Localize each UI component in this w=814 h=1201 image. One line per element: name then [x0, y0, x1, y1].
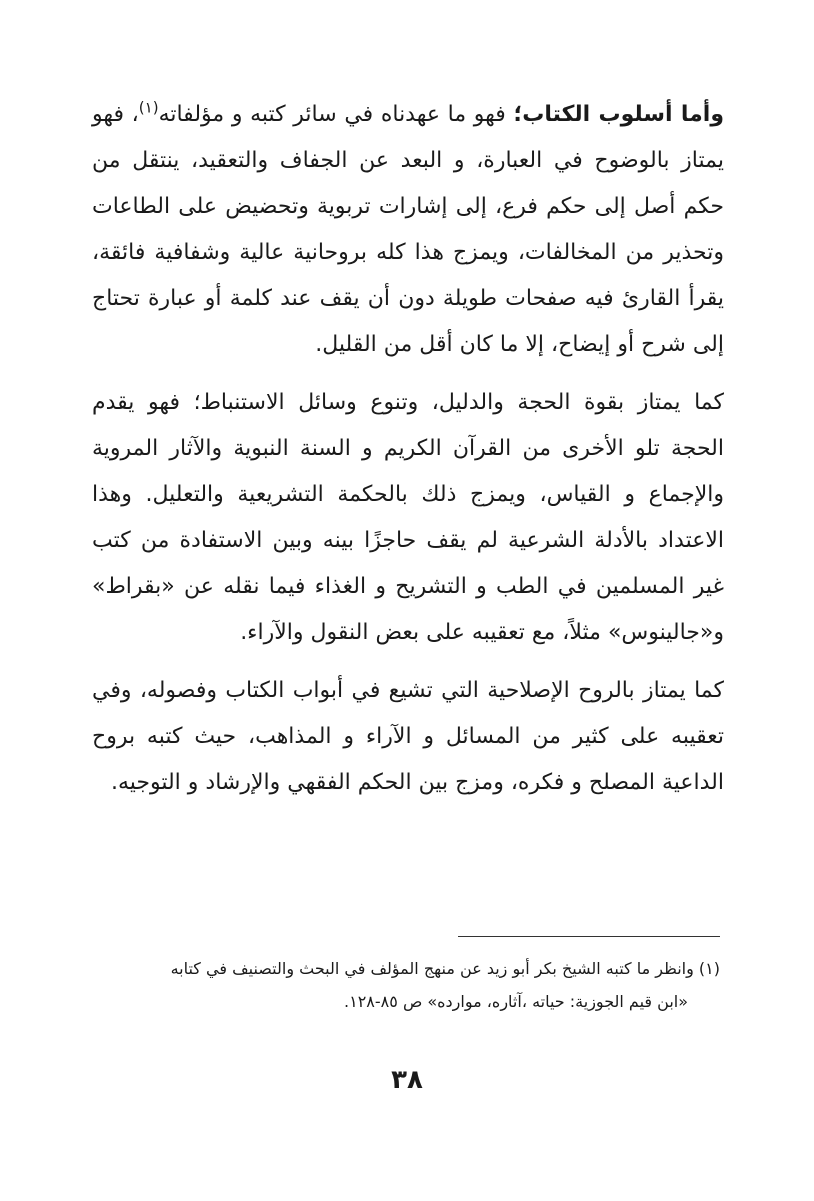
footnote-reference[interactable]: (١)	[138, 98, 159, 117]
footnote-line-2: «ابن قيم الجوزية: حياته ،آثاره، موارده» ص ٨٥-١٢٨.	[344, 992, 688, 1011]
paragraph-style	[92, 92, 724, 368]
main-text	[92, 92, 724, 818]
footnote-divider	[458, 936, 720, 937]
footnote	[92, 952, 720, 1018]
footnote-line-1: (١) وانظر ما كتبه الشيخ بكر أبو زيد عن منهج المؤلف في البحث والتصنيف في كتابه	[170, 959, 720, 978]
paragraph-text: فهو ما عهدناه في سائر كتبه و مؤلفاته	[158, 102, 514, 127]
page-number: ٣٨	[391, 1065, 423, 1095]
paragraph-evidence: كما يمتاز بقوة الحجة والدليل، وتنوع وسائل الاستنباط؛ فهو يقدم الحجة تلو الأخرى من القرآن الكريم و السنة النبوية والآثار المروية والإجماع و القياس، ويمزج ذلك بالحكمة التشريعية والتعليل. وهذا الاعتداد بالأدلة الشرعية لم يقف حاجزًا بينه وبين الاستفادة من كتب غير المسلمين في الطب و التشريح و الغذاء فيما نقله عن «بقراط» و«جالينوس» مثلاً، مع تعقيبه على بعض النقول والآراء.	[92, 390, 724, 645]
paragraph-lead: وأما أسلوب الكتاب؛	[513, 102, 724, 127]
paragraph-text-continued: ، فهو يمتاز بالوضوح في العبارة، و البعد عن الجفاف والتعقيد، ينتقل من حكم أصل إلى حكم فرع، إلى إشارات تربوية وتحضيض على الطاعات وتحذير من المخالفات، ويمزج هذا كله بروحانية عالية وشفافية فائقة، يقرأ القارئ فيه صفحات طويلة دون أن يقف عند كلمة أو عبارة تحتاج إلى شرح أو إيضاح، إلا ما كان أقل من القليل.	[92, 102, 724, 357]
paragraph-reform: كما يمتاز بالروح الإصلاحية التي تشيع في أبواب الكتاب وفصوله، وفي تعقيبه على كثير من المسائل و الآراء و المذاهب، حيث كتبه بروح الداعية المصلح و فكره، ومزج بين الحكم الفقهي والإرشاد و التوجيه.	[92, 678, 724, 795]
